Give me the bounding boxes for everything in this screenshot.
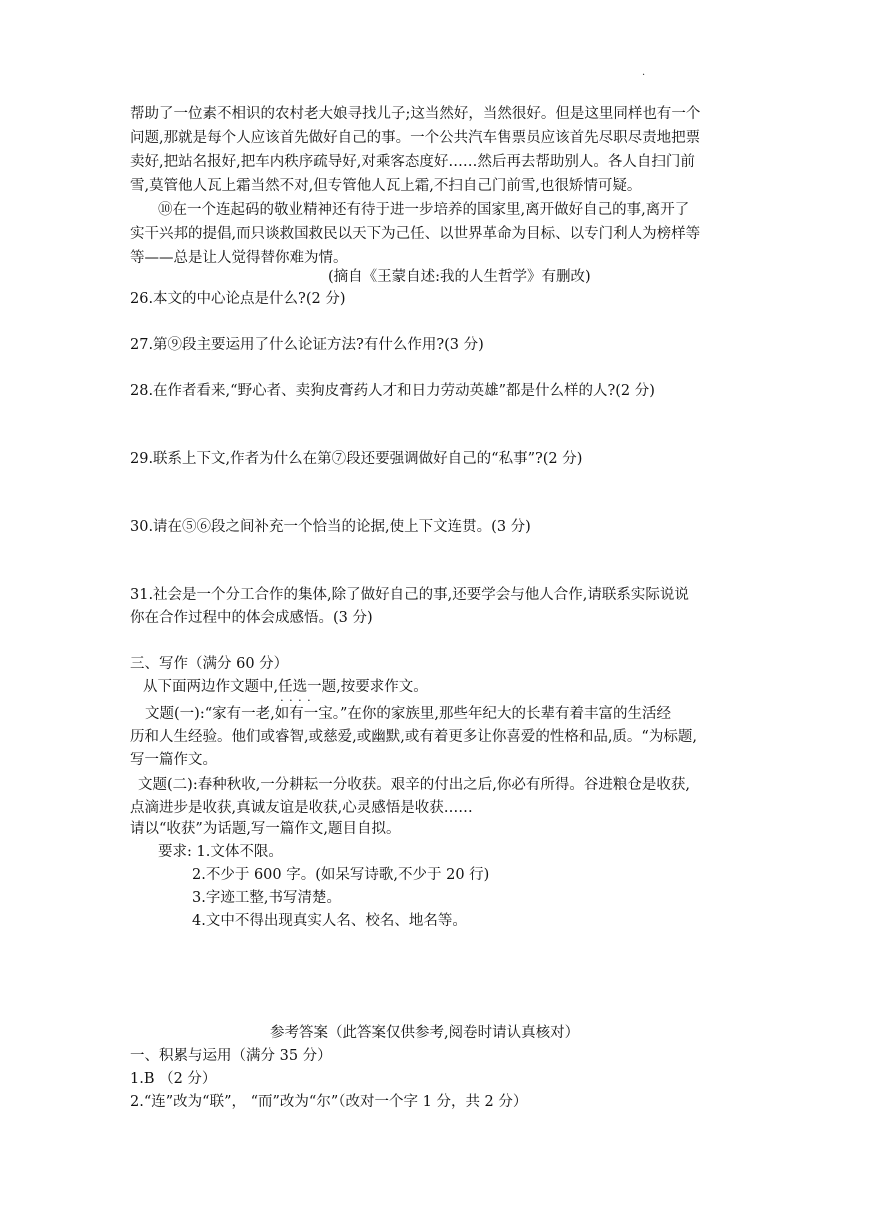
requirements xyxy=(158,842,283,862)
writing-heading: 三、写作（满分 60 分） xyxy=(130,656,289,672)
emphasized-text: 任选一题 · · · · xyxy=(278,679,336,695)
requirement-item: 2.不少于 600 字。(如呆写诗歌,不少于 20 行) xyxy=(192,867,490,883)
passage-line: 雪,莫管他人瓦上霜当然不对,但专管他人瓦上霜,不扫自己门前雪,也很矫情可疑。 xyxy=(130,178,642,194)
requirement-item: 3.字迹工整,书写清楚。 xyxy=(192,890,341,906)
question-31: 31.社会是一个分工合作的集体,除了做好自己的事,还要学会与他人合作,请联系实际说说 xyxy=(130,587,689,603)
requirements-label: 要求: xyxy=(158,844,192,860)
paragraph-line: 等——总是让人觉得替你难为情。 xyxy=(130,250,348,266)
question-27: 27.第⑨段主要运用了什么论证方法?有什么作用?(3 分) xyxy=(130,337,484,353)
answer-title: 参考答案（此答案仅供参考,阅卷时请认真核对） xyxy=(270,1025,580,1041)
topic-1-line: 历和人生经验。他们或睿智,或慈爱,或幽默,或有着更多让你喜爱的性格和品,质。“为标题, xyxy=(130,729,697,745)
paragraph-line: 实干兴邦的提倡,而只谈救国救民以天下为己任、以世界革命为目标、以专门利人为榜样等 xyxy=(130,226,701,242)
answer-2: 2.“连”改为“联”， “而”改为“尔”（改对一个字 1 分，共 2 分） xyxy=(130,1094,528,1110)
paragraph-line: ⑩在一个连起码的敬业精神还有待于进一步培养的国家里,离开做好自己的事,离开了 xyxy=(158,202,690,218)
passage-line: 问题,那就是每个人应该首先做好自己的事。一个公共汽车售票员应该首先尽职尽责地把票 xyxy=(130,130,701,146)
topic-1-line: 文题(一):“家有一老,如有一宝。”在你的家族里,那些年纪大的长辈有着丰富的生活经 xyxy=(145,706,671,722)
topic-2-line: 点滴进步是收获,真诚友谊是收获,心灵感悟是收获…… xyxy=(130,800,473,816)
topic-1-line: 写一篇作文。 xyxy=(130,752,217,768)
question-28: 28.在作者看来,“野心者、卖狗皮膏药人才和日力劳动英雄”都是什么样的人?(2 分) xyxy=(130,383,655,399)
question-30: 30.请在⑤⑥段之间补充一个恰当的论据,使上下文连贯。(3 分) xyxy=(130,519,531,535)
writing-intro xyxy=(143,677,428,697)
intro-text: ,按要求作文。 xyxy=(336,679,428,695)
requirement-item: 4.文中不得出现真实人名、校名、地名等。 xyxy=(192,913,467,929)
intro-text: 从下面两边作文题中, xyxy=(143,679,279,695)
requirement-item: 1.文体不限。 xyxy=(196,844,283,860)
source-citation: (摘自《王蒙自述:我的人生哲学》有删改) xyxy=(328,269,591,285)
topic-2-line: 文题(二):春种秋收,一分耕耘一分收获。艰辛的付出之后,你必有所得。谷进粮仓是收获, xyxy=(138,777,691,793)
question-29: 29.联系上下文,作者为什么在第⑦段还要强调做好自己的“私事”?(2 分) xyxy=(130,451,583,467)
answer-section-heading: 一、积累与运用（满分 35 分） xyxy=(130,1048,332,1064)
corner-mark: · xyxy=(642,70,646,81)
topic-2-line: 请以“收获”为话题,写一篇作文,题目自拟。 xyxy=(130,821,401,837)
answer-1: 1.B （2 分） xyxy=(130,1071,217,1087)
question-26: 26.本文的中心论点是什么?(2 分) xyxy=(130,291,346,307)
passage-line: 卖好,把站名报好,把车内秩序疏导好,对乘客态度好……然后再去帮助别人。各人自扫门前 xyxy=(130,154,695,170)
question-31-continued: 你在合作过程中的体会成感悟。(3 分) xyxy=(130,610,373,626)
passage-line: 帮助了一位素不相识的农村老大娘寻找儿子;这当然好，当然很好。但是这里同样也有一个 xyxy=(130,106,701,122)
